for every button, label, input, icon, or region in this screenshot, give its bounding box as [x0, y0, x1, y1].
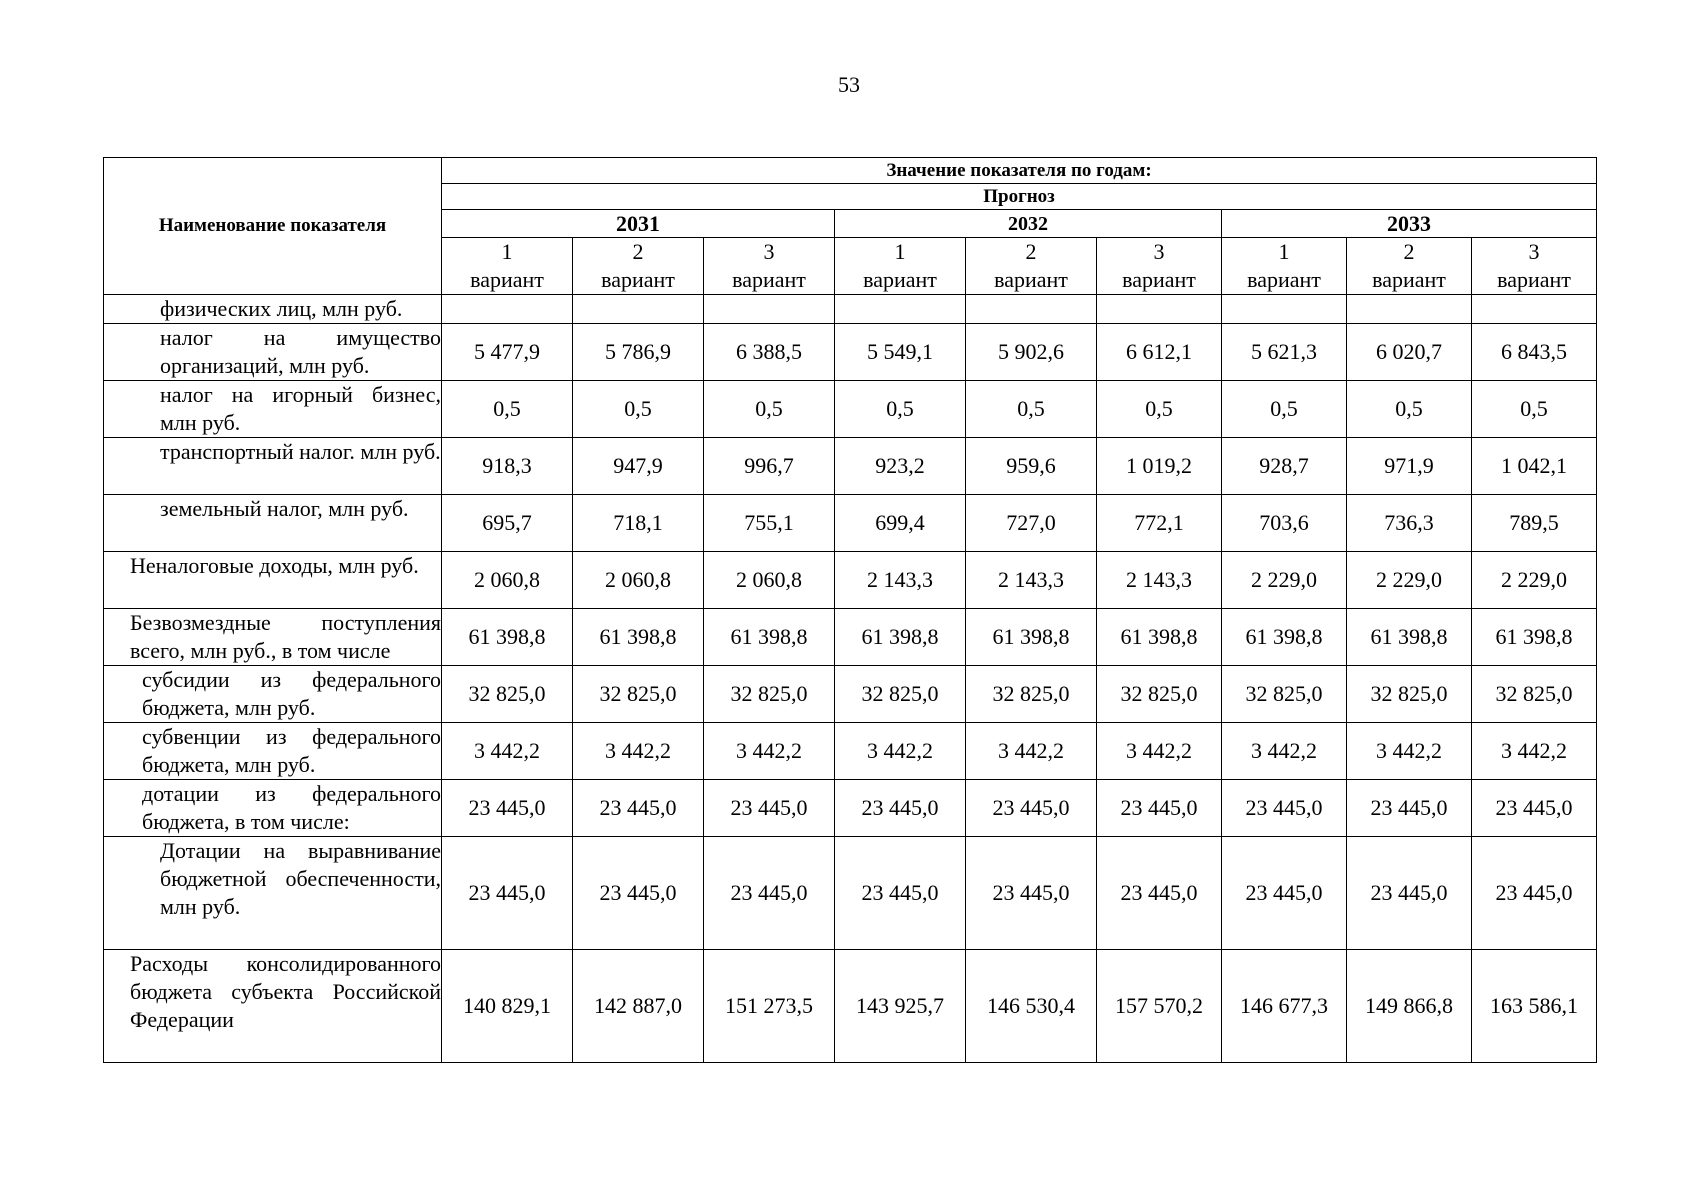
value-cell: 146 677,3	[1222, 950, 1347, 1063]
value-cell: 23 445,0	[966, 780, 1097, 837]
value-cell: 0,5	[1222, 381, 1347, 438]
value-cell: 2 060,8	[573, 552, 704, 609]
table-row	[104, 723, 1597, 780]
variant-number: 2	[1025, 239, 1037, 264]
value-cell: 2 060,8	[704, 552, 835, 609]
value-cell: 32 825,0	[442, 666, 573, 723]
value-cell: 0,5	[1472, 381, 1597, 438]
value-cell: 2 143,3	[1097, 552, 1222, 609]
value-cell: 23 445,0	[1472, 780, 1597, 837]
variant-header	[966, 238, 1097, 295]
value-cell: 32 825,0	[1222, 666, 1347, 723]
value-cell: 6 020,7	[1347, 324, 1472, 381]
value-cell: 23 445,0	[704, 780, 835, 837]
table-row	[104, 552, 1597, 609]
variant-word: вариант	[1122, 267, 1196, 292]
value-cell: 2 143,3	[966, 552, 1097, 609]
variant-number: 3	[763, 239, 775, 264]
table-row	[104, 837, 1597, 950]
variant-number: 3	[1528, 239, 1540, 264]
row-label: земельный налог, млн руб.	[104, 495, 442, 552]
value-cell: 143 925,7	[835, 950, 966, 1063]
value-cell: 32 825,0	[704, 666, 835, 723]
value-cell: 0,5	[835, 381, 966, 438]
value-cell: 23 445,0	[1222, 780, 1347, 837]
value-cell: 23 445,0	[573, 780, 704, 837]
value-cell: 3 442,2	[1472, 723, 1597, 780]
value-cell: 699,4	[835, 495, 966, 552]
value-cell: 61 398,8	[1347, 609, 1472, 666]
table-row	[104, 295, 1597, 324]
value-cell: 61 398,8	[1472, 609, 1597, 666]
value-cell: 0,5	[966, 381, 1097, 438]
value-cell: 0,5	[704, 381, 835, 438]
variant-word: вариант	[994, 267, 1068, 292]
value-cell: 32 825,0	[966, 666, 1097, 723]
value-cell	[704, 295, 835, 324]
value-cell: 918,3	[442, 438, 573, 495]
value-cell: 32 825,0	[835, 666, 966, 723]
value-cell: 923,2	[835, 438, 966, 495]
value-cell: 959,6	[966, 438, 1097, 495]
variant-header	[704, 238, 835, 295]
value-cell: 23 445,0	[1222, 837, 1347, 950]
value-cell: 996,7	[704, 438, 835, 495]
value-cell: 32 825,0	[1097, 666, 1222, 723]
variant-number: 2	[632, 239, 644, 264]
variant-word: вариант	[601, 267, 675, 292]
value-cell: 2 229,0	[1347, 552, 1472, 609]
value-cell	[1347, 295, 1472, 324]
value-cell: 23 445,0	[966, 837, 1097, 950]
value-cell: 0,5	[573, 381, 704, 438]
variant-header	[442, 238, 573, 295]
value-cell: 32 825,0	[573, 666, 704, 723]
variant-word: вариант	[1372, 267, 1446, 292]
table-row	[104, 381, 1597, 438]
value-cell: 23 445,0	[1097, 780, 1222, 837]
value-cell: 23 445,0	[1347, 837, 1472, 950]
variant-word: вариант	[732, 267, 806, 292]
page-number: 53	[838, 72, 860, 97]
row-label: дотации из федерального бюджета, в том числе:	[104, 780, 442, 837]
value-cell: 61 398,8	[573, 609, 704, 666]
column-header-forecast: Прогноз	[442, 184, 1597, 210]
value-cell: 789,5	[1472, 495, 1597, 552]
variant-number: 1	[1278, 239, 1290, 264]
value-cell: 146 530,4	[966, 950, 1097, 1063]
value-cell: 695,7	[442, 495, 573, 552]
table-row	[104, 495, 1597, 552]
variant-number: 2	[1403, 239, 1415, 264]
value-cell: 23 445,0	[1472, 837, 1597, 950]
variant-word: вариант	[863, 267, 937, 292]
value-cell: 3 442,2	[835, 723, 966, 780]
row-label: налог на игорный бизнес, млн руб.	[104, 381, 442, 438]
value-cell: 5 902,6	[966, 324, 1097, 381]
variant-header	[1347, 238, 1472, 295]
value-cell: 23 445,0	[704, 837, 835, 950]
variant-word: вариант	[1497, 267, 1571, 292]
value-cell: 2 060,8	[442, 552, 573, 609]
value-cell: 3 442,2	[1222, 723, 1347, 780]
year-header-2031: 2031	[442, 210, 835, 238]
value-cell: 736,3	[1347, 495, 1472, 552]
column-header-values-by-year: Значение показателя по годам:	[442, 158, 1597, 184]
table-row	[104, 324, 1597, 381]
value-cell: 1 019,2	[1097, 438, 1222, 495]
table-row	[104, 780, 1597, 837]
value-cell	[1472, 295, 1597, 324]
row-label: транспортный налог. млн руб.	[104, 438, 442, 495]
value-cell: 32 825,0	[1472, 666, 1597, 723]
value-cell: 5 786,9	[573, 324, 704, 381]
value-cell: 5 477,9	[442, 324, 573, 381]
variant-word: вариант	[470, 267, 544, 292]
value-cell	[1097, 295, 1222, 324]
value-cell: 1 042,1	[1472, 438, 1597, 495]
table-row	[104, 666, 1597, 723]
value-cell: 149 866,8	[1347, 950, 1472, 1063]
table-header	[104, 158, 1597, 295]
value-cell: 755,1	[704, 495, 835, 552]
table-row	[104, 950, 1597, 1063]
row-label: Неналоговые доходы, млн руб.	[104, 552, 442, 609]
variant-header	[835, 238, 966, 295]
row-label: Безвозмездные поступления всего, млн руб., в том числе	[104, 609, 442, 666]
value-cell: 947,9	[573, 438, 704, 495]
variant-header	[1222, 238, 1347, 295]
value-cell: 61 398,8	[1097, 609, 1222, 666]
value-cell: 2 143,3	[835, 552, 966, 609]
row-label: Дотации на выравнивание бюджетной обеспеченности, млн руб.	[104, 837, 442, 950]
value-cell: 6 388,5	[704, 324, 835, 381]
value-cell: 718,1	[573, 495, 704, 552]
value-cell: 0,5	[1347, 381, 1472, 438]
value-cell: 2 229,0	[1222, 552, 1347, 609]
value-cell: 32 825,0	[1347, 666, 1472, 723]
value-cell: 23 445,0	[835, 780, 966, 837]
variant-header	[1472, 238, 1597, 295]
variant-header	[1097, 238, 1222, 295]
row-label: физических лиц, млн руб.	[104, 295, 442, 324]
value-cell: 23 445,0	[835, 837, 966, 950]
value-cell: 6 612,1	[1097, 324, 1222, 381]
value-cell: 3 442,2	[966, 723, 1097, 780]
forecast-table	[103, 157, 1597, 1063]
value-cell: 3 442,2	[442, 723, 573, 780]
value-cell: 61 398,8	[1222, 609, 1347, 666]
value-cell	[1222, 295, 1347, 324]
value-cell: 3 442,2	[573, 723, 704, 780]
row-label: налог на имущество организаций, млн руб.	[104, 324, 442, 381]
value-cell	[966, 295, 1097, 324]
value-cell: 23 445,0	[1347, 780, 1472, 837]
value-cell: 3 442,2	[1347, 723, 1472, 780]
value-cell: 5 621,3	[1222, 324, 1347, 381]
year-header-2033: 2033	[1222, 210, 1597, 238]
variant-number: 1	[501, 239, 513, 264]
value-cell: 23 445,0	[442, 780, 573, 837]
value-cell: 928,7	[1222, 438, 1347, 495]
value-cell: 151 273,5	[704, 950, 835, 1063]
variant-header	[573, 238, 704, 295]
value-cell: 727,0	[966, 495, 1097, 552]
value-cell: 61 398,8	[442, 609, 573, 666]
value-cell: 163 586,1	[1472, 950, 1597, 1063]
year-header-2032: 2032	[835, 210, 1222, 238]
value-cell: 2 229,0	[1472, 552, 1597, 609]
table-body	[104, 295, 1597, 1063]
value-cell: 6 843,5	[1472, 324, 1597, 381]
value-cell: 157 570,2	[1097, 950, 1222, 1063]
value-cell: 61 398,8	[704, 609, 835, 666]
value-cell: 61 398,8	[835, 609, 966, 666]
row-label: Расходы консолидированного бюджета субъекта Российской Федерации	[104, 950, 442, 1063]
value-cell: 772,1	[1097, 495, 1222, 552]
column-header-indicator-name: Наименование показателя	[104, 158, 442, 295]
value-cell: 703,6	[1222, 495, 1347, 552]
value-cell: 0,5	[442, 381, 573, 438]
value-cell: 23 445,0	[442, 837, 573, 950]
value-cell: 23 445,0	[573, 837, 704, 950]
value-cell: 971,9	[1347, 438, 1472, 495]
value-cell: 140 829,1	[442, 950, 573, 1063]
value-cell	[835, 295, 966, 324]
row-label: субсидии из федерального бюджета, млн руб.	[104, 666, 442, 723]
value-cell: 0,5	[1097, 381, 1222, 438]
value-cell: 5 549,1	[835, 324, 966, 381]
variant-number: 1	[894, 239, 906, 264]
value-cell: 61 398,8	[966, 609, 1097, 666]
value-cell	[442, 295, 573, 324]
variant-number: 3	[1153, 239, 1165, 264]
row-label: субвенции из федерального бюджета, млн руб.	[104, 723, 442, 780]
value-cell	[573, 295, 704, 324]
table-row	[104, 438, 1597, 495]
value-cell: 3 442,2	[1097, 723, 1222, 780]
value-cell: 142 887,0	[573, 950, 704, 1063]
variant-word: вариант	[1247, 267, 1321, 292]
value-cell: 23 445,0	[1097, 837, 1222, 950]
table-row	[104, 609, 1597, 666]
value-cell: 3 442,2	[704, 723, 835, 780]
